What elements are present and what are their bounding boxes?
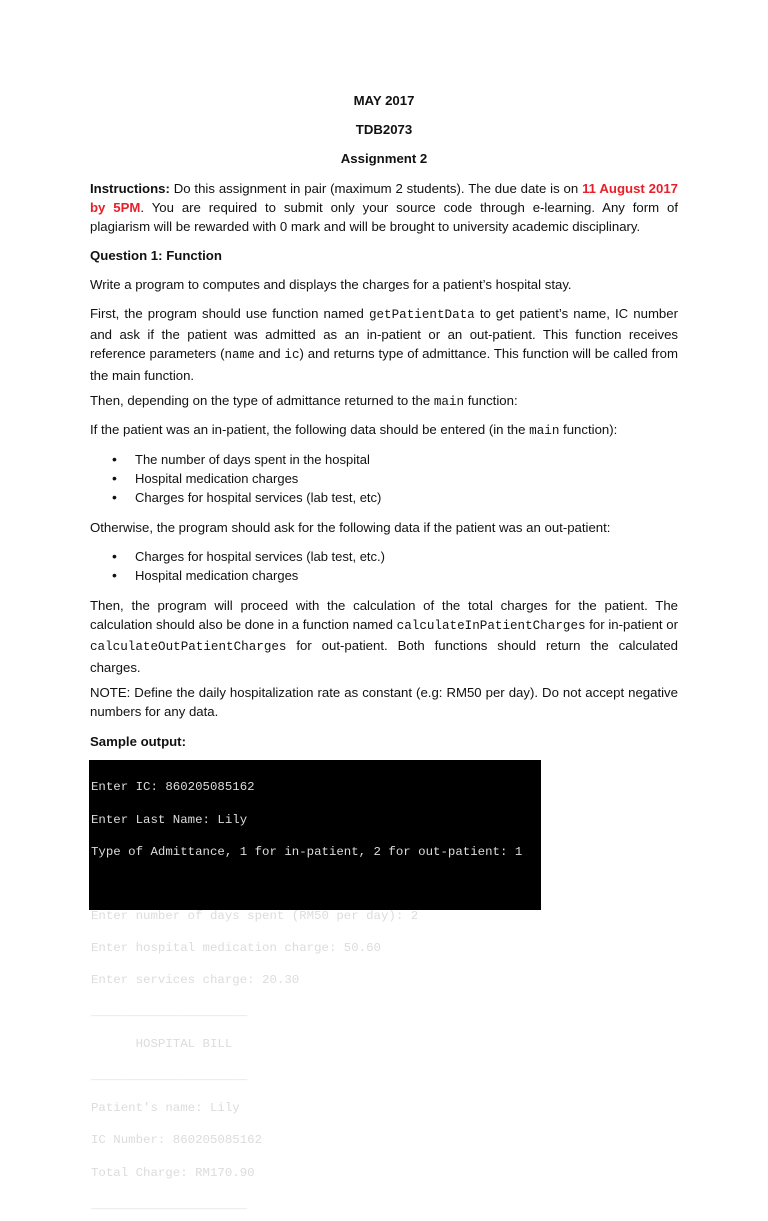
p3-text-b: function): [559, 422, 618, 437]
sample-output-label: Sample output: [90, 734, 186, 749]
p2-text-b: function: [464, 393, 518, 408]
main-keyword: main [433, 395, 465, 409]
outpatient-list [90, 547, 650, 585]
list-item: • The number of days spent in the hospital [90, 450, 650, 469]
paragraph-calculation [90, 596, 678, 677]
instructions-text-2: . You are required to submit only your source code through e-learning. Any form of plagiarism will be rewarded with 0 mark and will be brought to university academic disciplinary. [90, 200, 678, 235]
p5-text-c: for out-patient. Both functions should return the calculated charges. [90, 638, 678, 675]
console-line: Enter Last Name: Lily [91, 812, 248, 827]
console-line: Enter IC: 860205085162 [91, 780, 255, 795]
list-item: • Hospital medication charges [90, 566, 650, 585]
console-line: _____________________ [91, 1197, 248, 1212]
fn-calculateoutpatientcharges: calculateOutPatientCharges [90, 640, 287, 655]
p1-text-b: to get patient’s name, IC number and ask if the patient was admitted as an in-patient or an out-patient. This function receives reference parameters ( [90, 306, 678, 362]
paragraph-get-patient-data [90, 304, 678, 385]
console-line: Enter hospital medication charge: 50.60 [91, 940, 381, 955]
p1-text-d: ) and returns type of admittance. This function will be called from the main function. [90, 346, 678, 383]
inpatient-list [90, 450, 650, 508]
console-line: Enter services charge: 20.30 [91, 972, 300, 987]
fn-calculateinpatientcharges: calculateInPatientCharges [396, 619, 586, 634]
console-line: Enter number of days spent (RM50 per day): 2 [91, 908, 419, 923]
header-title: Assignment 2 [340, 151, 428, 166]
p5-text-a: Then, the program will proceed with the calculation of the total charges for the patient. The calculation should also be done in a function named [90, 598, 678, 633]
question-intro: Write a program to computes and displays the charges for a patient’s hospital stay. [90, 277, 572, 292]
console-line: Total Charge: RM170.90 [91, 1165, 255, 1180]
instructions-text: Do this assignment in pair (maximum 2 students). The due date is on [169, 181, 583, 196]
p1-text-a: First, the program should use function named [90, 306, 369, 321]
main-keyword-2: main [529, 424, 560, 438]
list-item: • Charges for hospital services (lab test, etc) [90, 488, 650, 507]
param-ic: ic [284, 348, 300, 363]
due-date: 11 August 2017 by 5PM [90, 181, 678, 216]
paragraph-then [90, 391, 678, 412]
list-item: • Charges for hospital services (lab test, etc.) [90, 547, 650, 566]
note-paragraph: NOTE: Define the daily hospitalization rate as constant (e.g: RM50 per day). Do not accept negative numbers for any data. [90, 685, 678, 720]
console-line: _____________________ [91, 1069, 248, 1084]
list-item: • Hospital medication charges [90, 469, 650, 488]
console-output [89, 760, 541, 1212]
console-line: IC Number: 860205085162 [91, 1133, 263, 1148]
paragraph-outpatient: Otherwise, the program should ask for the following data if the patient was an out-patient: [90, 520, 611, 535]
p5-text-b: for in-patient or [585, 617, 678, 633]
console-line: _____________________ [91, 1005, 248, 1020]
p1-text-c: and [254, 346, 285, 362]
header-date: MAY 2017 [353, 93, 415, 108]
header-course: TDB2073 [355, 122, 413, 137]
console-line: Type of Admittance, 1 for in-patient, 2 for out-patient: 1 [91, 844, 523, 859]
p3-text-a: If the patient was an in-patient, the following data should be entered (in the [90, 422, 530, 437]
console-line [91, 879, 541, 890]
fn-getpatientdata: getPatientData [368, 308, 475, 322]
param-name: name [224, 348, 255, 363]
instructions-paragraph [90, 179, 678, 237]
paragraph-inpatient [90, 420, 678, 441]
console-line: Patient's name: Lily [91, 1101, 240, 1116]
console-line: HOSPITAL BILL [91, 1037, 233, 1052]
p2-text-a: Then, depending on the type of admittance returned to the [90, 393, 434, 408]
instructions-label: Instructions: [90, 181, 170, 196]
question-heading: Question 1: Function [90, 248, 222, 263]
